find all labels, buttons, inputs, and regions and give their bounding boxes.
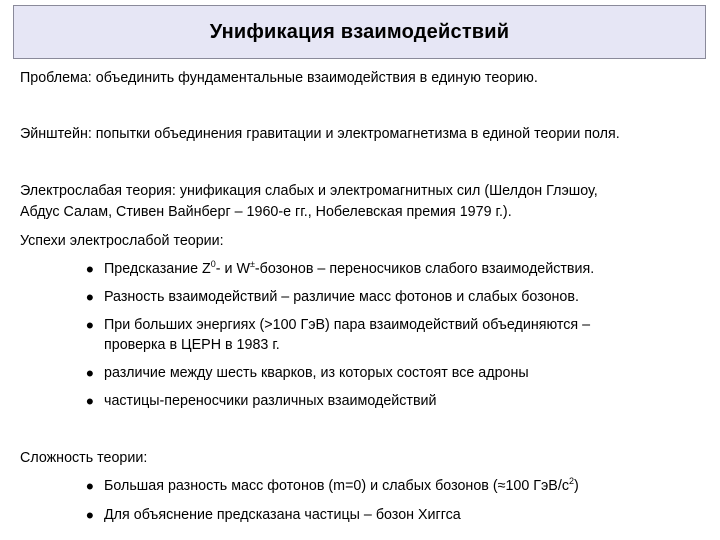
bullet-icon: • bbox=[86, 285, 94, 310]
electroweak-line-2: Абдус Салам, Стивен Вайнберг – 1960-е гг., Нобелевская премия 1979 г.). bbox=[20, 204, 512, 220]
bullet-icon: • bbox=[86, 313, 94, 338]
slide-title: Унификация взаимодействий bbox=[209, 20, 510, 43]
einstein-text: Эйнштейн: попытки объединения гравитации и электромагнетизма в единой теории поля. bbox=[20, 126, 620, 142]
bullet-text: Большая разность масс фотонов (m=0) и слабых бозонов (≈100 ГэВ/$c^2$) bbox=[104, 476, 579, 494]
bullet-text: проверка в ЦЕРН в 1983 г. bbox=[104, 337, 280, 353]
bullet-icon: • bbox=[86, 389, 94, 414]
bullet-icon: • bbox=[86, 361, 94, 386]
successes-heading: Успехи электрослабой теории: bbox=[20, 233, 224, 249]
bullet-text: различие между шесть кварков, из которых состоят все адроны bbox=[104, 365, 529, 381]
bullet-icon: • bbox=[86, 503, 94, 528]
bullet-text: Разность взаимодействий – различие масс фотонов и слабых бозонов. bbox=[104, 289, 579, 305]
bullet-text: Для объяснение предсказана частицы – бозон Хиггса bbox=[104, 507, 461, 523]
bullet-text: частицы-переносчики различных взаимодействий bbox=[104, 393, 437, 409]
problem-text: Проблема: объединить фундаментальные взаимодействия в единую теорию. bbox=[20, 70, 538, 86]
electroweak-line-1: Электрослабая теория: унификация слабых и электромагнитных сил (Шелдон Глэшоу, bbox=[20, 183, 598, 199]
bullet-text: Предсказание $Z^0-$ и W±-бозонов – переносчиков слабого взаимодействия. bbox=[104, 259, 595, 277]
bullet-icon: • bbox=[86, 474, 94, 499]
bullet-text: При больших энергиях (>100 ГэВ) пара взаимодействий объединяются – bbox=[104, 317, 591, 333]
difficulties-heading: Сложность теории: bbox=[20, 450, 148, 466]
title-banner bbox=[13, 5, 706, 59]
bullet-icon: • bbox=[86, 257, 94, 282]
